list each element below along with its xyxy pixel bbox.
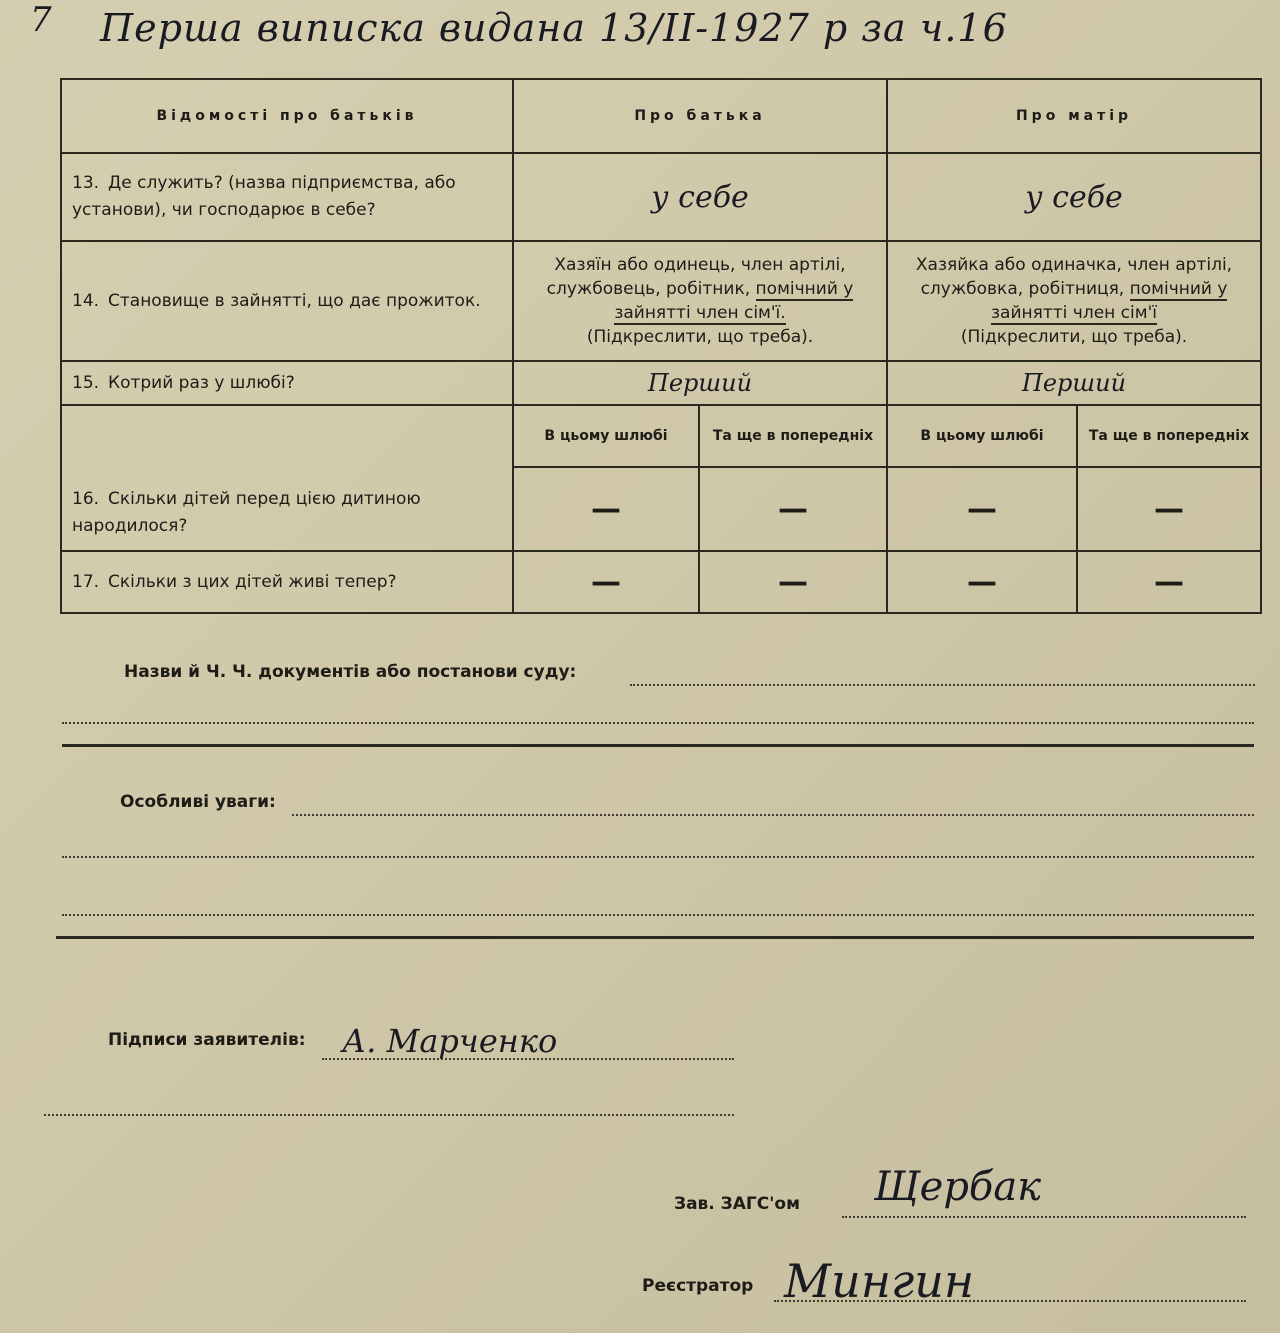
applicants-field[interactable] [322, 1058, 734, 1060]
q16-mother-this[interactable]: — [887, 467, 1077, 551]
documents-field[interactable] [630, 684, 1255, 686]
remarks-field-2[interactable] [62, 856, 1254, 858]
subheader-father-this-marriage: В цьому шлюбі [513, 405, 699, 467]
documents-label: Назви й Ч. Ч. документів або постанови суду: [124, 662, 577, 682]
q16-father-previous[interactable]: — [699, 467, 887, 551]
q17-father-this[interactable]: — [513, 551, 699, 613]
question-16: 16. Скільки дітей перед цією дитиною народилося? [61, 405, 513, 551]
subheader-mother-previous: Та ще в попередніх [1077, 405, 1261, 467]
divider [56, 936, 1254, 939]
registrar-label: Реєстратор [642, 1276, 754, 1296]
mother-marriage-count[interactable]: Перший [887, 361, 1261, 405]
table-header-row [61, 79, 1261, 153]
handwritten-note: Перша виписка видана 13/ІІ-1927 р за ч.16 [100, 6, 1008, 50]
table-row [61, 551, 1261, 613]
column-header-mother: Про матір [887, 79, 1261, 153]
head-signature: Щербак [874, 1164, 1042, 1210]
q17-father-previous[interactable]: — [699, 551, 887, 613]
parents-table [60, 78, 1262, 614]
column-header-father: Про батька [513, 79, 887, 153]
registrar-field[interactable] [774, 1300, 1246, 1302]
father-marriage-count[interactable]: Перший [513, 361, 887, 405]
question-17: 17. Скільки з цих дітей живі тепер? [61, 551, 513, 613]
applicant-signature: А. Марченко [342, 1022, 558, 1060]
documents-field-2[interactable] [62, 722, 1254, 724]
divider [62, 744, 1254, 747]
applicants-label: Підписи заявителів: [108, 1030, 306, 1050]
mother-selected-option: помічний у зайнятті член сім'ї [991, 279, 1228, 323]
q16-father-this[interactable]: — [513, 467, 699, 551]
subheader-mother-this-marriage: В цьому шлюбі [887, 405, 1077, 467]
mother-occupation-options[interactable]: Хазяйка або одиначка, член артілі, службовка, робітниця, помічний у зайнятті член сім'ї (Підкреслити, що треба). [887, 241, 1261, 361]
head-label: Зав. ЗАГС'ом [674, 1194, 801, 1214]
q17-mother-this[interactable]: — [887, 551, 1077, 613]
table-row [61, 153, 1261, 241]
q16-mother-previous[interactable]: — [1077, 467, 1261, 551]
question-14: 14. Становище в зайнятті, що дає прожиток. [61, 241, 513, 361]
father-occupation-options[interactable]: Хазяїн або одинець, член артілі, службовець, робітник, помічний у зайнятті член сім'ї. (Підкреслити, що треба). [513, 241, 887, 361]
applicants-field-2[interactable] [44, 1114, 734, 1116]
column-header-info: Відомості про батьків [61, 79, 513, 153]
question-15: 15. Котрий раз у шлюбі? [61, 361, 513, 405]
table-row [61, 241, 1261, 361]
corner-mark: 7 [30, 0, 52, 40]
q17-mother-previous[interactable]: — [1077, 551, 1261, 613]
father-selected-option: помічний у зайнятті член сім'ї. [614, 279, 854, 323]
table-row [61, 405, 1261, 467]
registrar-signature: Мингин [784, 1254, 975, 1308]
remarks-label: Особливі уваги: [120, 792, 276, 812]
table-row [61, 361, 1261, 405]
question-13: 13. Де служить? (назва підприємства, або установи), чи господарює в себе? [61, 153, 513, 241]
remarks-field[interactable] [292, 814, 1254, 816]
head-field[interactable] [842, 1216, 1246, 1218]
mother-workplace[interactable]: у себе [887, 153, 1261, 241]
father-workplace[interactable]: у себе [513, 153, 887, 241]
remarks-field-3[interactable] [62, 914, 1254, 916]
subheader-father-previous: Та ще в попередніх [699, 405, 887, 467]
